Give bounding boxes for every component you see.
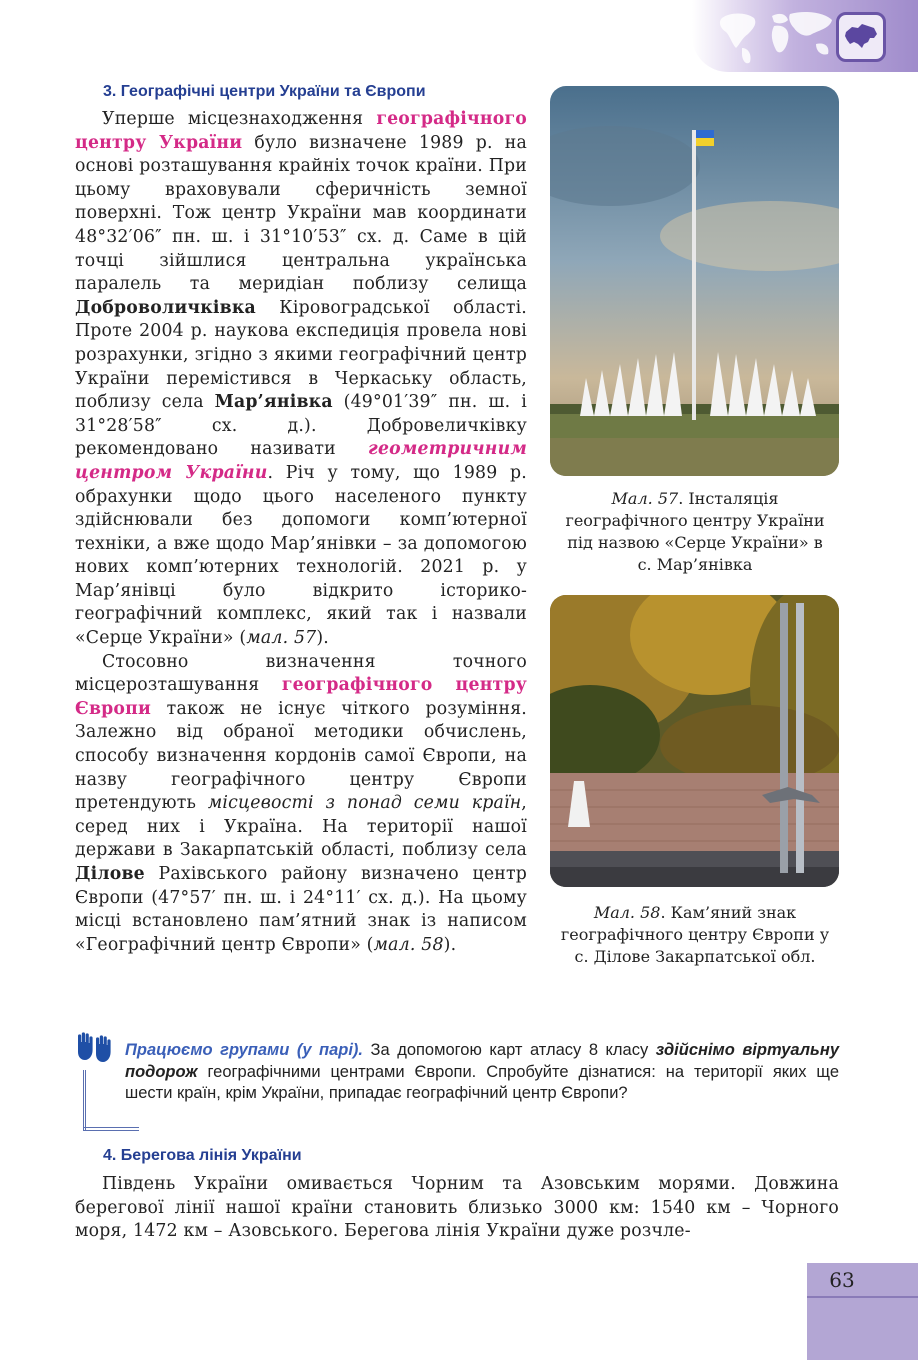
figure-label: Мал. 57 <box>611 489 679 508</box>
photo-heart-of-ukraine <box>550 86 839 476</box>
section-heading: 4. Берегова лінія України <box>103 1147 302 1164</box>
figure-reference: мал. 57 <box>246 628 317 649</box>
task-divider <box>83 1127 139 1131</box>
main-text-column <box>75 108 527 957</box>
task-label: Працюємо групами (у парі). <box>125 1041 364 1059</box>
task-divider <box>83 1070 86 1130</box>
page-number: 63 <box>829 1268 855 1292</box>
term-highlight: географічного центру Європи <box>75 675 527 719</box>
emphasis: місцевості з понад семи країн <box>207 793 522 814</box>
term-highlight: географічного центру України <box>75 109 527 153</box>
task-emphasis: здійснімо віртуальну подорож <box>125 1041 839 1081</box>
photo-center-of-europe-sign <box>550 595 839 887</box>
place-name: Ділове <box>75 864 145 884</box>
ukraine-map-icon <box>844 22 878 50</box>
term-highlight: геометричним центром України <box>75 439 527 483</box>
raised-hands-icon <box>75 1032 115 1068</box>
paragraph: Стосовно визначення точного місцерозташування географічного центру Європи також не існує чіткого розуміння. Залежно від обраної методики обчислень, способу визначення кордонів самої Європи, на назву географічного центру Європи претендують місцевості з понад семи країн, серед них і Україна. На території нашої держави в Закарпатській області, поблизу села Ділове Рахівського району визначено центр Європи (47°57′ пн. ш. і 24°11′ сх. д.). На цьому місці встановлено пам’ятний знак із написом «Географічний центр Європи» (мал. 58). <box>75 651 527 955</box>
paragraph: Уперше місцезнаходження географічного центру України було визначене 1989 р. на основі розташування крайніх точок країни. При цьому враховували сферичність земної поверхні. Тож центр України мав координати 48°32′06″ пн. ш. і 31°10′53″ сх. д. Саме в цій точці зійшлися центральна українська паралель та меридіан поблизу селища Доброволичківка Кіровоградської області. Проте 2004 р. наукова експедиція провела нові розрахунки, згідно з якими географічний центр України перемістився в Черкаську область, поблизу села Мар’янівка (49°01′39″ пн. ш. і 31°28′58″ сх. д.). Добровеличківку рекомендовано називати геометричним центром України. Річ у тому, що 1989 р. обрахунки щодо цього населеного пункту здійснювали без допомоги комп’ютерної техніки, а вже щодо Мар’янівки – за допомогою нових комп’ютерних технологій. 2021 р. у Мар’янівці було відкрито історико-географічний комплекс, який так і назвали «Серце України» (мал. 57). <box>75 109 527 649</box>
figure-caption: Мал. 57. Інсталяція географічного центру України під назвою «Серце України» в с. Мар’янівка <box>565 489 825 574</box>
section-heading: 3. Географічні центри України та Європи <box>103 83 426 100</box>
paragraph: Південь України омивається Чорним та Азовським морями. Довжина берегової лінії нашої країни становить близько 3000 км: 1540 км – Чорного моря, 1472 км – Азовського. Берегова лінія України дуже розчле- <box>75 1174 839 1242</box>
group-task-block <box>75 1032 845 1127</box>
chapter-corner-tab <box>692 0 918 72</box>
place-name: Доброволичківка <box>75 297 256 318</box>
figure-label: Мал. 58 <box>593 903 661 922</box>
page-number-rule <box>807 1296 918 1298</box>
ukraine-map-badge <box>836 12 886 62</box>
place-name: Мар’янівка <box>214 392 333 413</box>
section-4-text <box>75 1173 839 1244</box>
task-text: Працюємо групами (у парі). За допомогою карт атласу 8 класу здійснімо віртуальну подорож географічними центрами Європи. Спробуйте дізнатися: на території яких ще шести країн, крім України, припадає географічний центр Європи? <box>125 1041 839 1102</box>
figure-reference: мал. 58 <box>373 934 444 955</box>
figure-caption: Мал. 58. Кам’яний знак географічного центру Європи у с. Ділове Закарпатської обл. <box>560 903 830 966</box>
